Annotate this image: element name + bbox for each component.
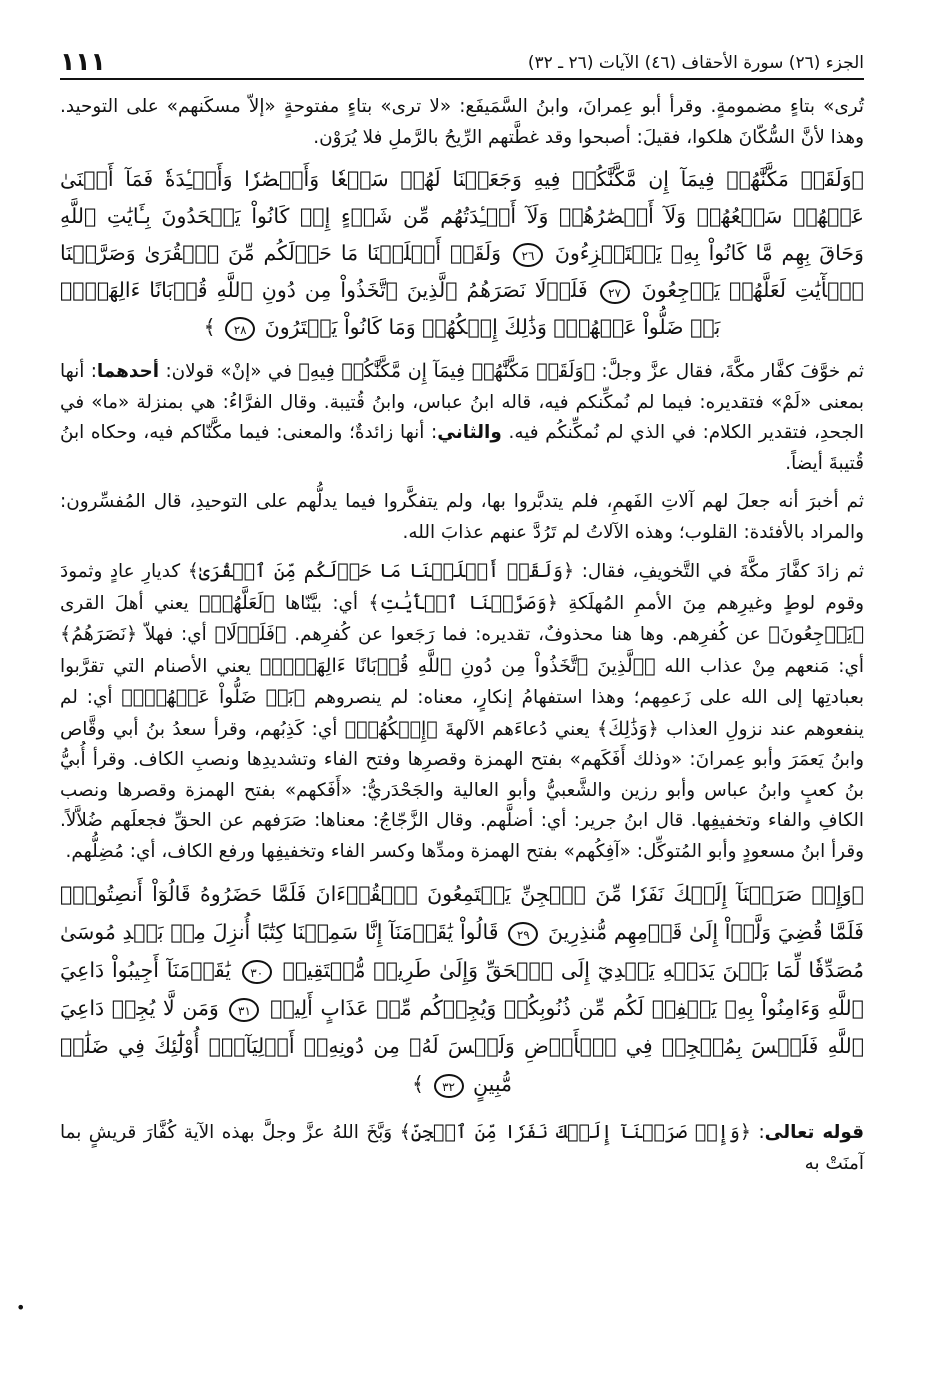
commentary-paragraph-5: قوله تعالى: ﴿وَإِذۡ صَرَفۡنَآ إِلَيۡكَ نَفَرٗا مِّنَ ٱلۡجِنِّ﴾ وَبَّخَ اللهُ عزَّ وجلَّ بهذه الآية كُفَّارَ قريشٍ بما آمنَتْ به (60, 1121, 864, 1174)
commentary-paragraph-1: تُرى» بتاءٍ مضمومةٍ. وقرأ أبو عِمرانَ، وابنُ السَّمَيفَع: «لا ترى» بتاءٍ مفتوحةٍ «إلاّ مسكَنهم» على التوحيد. وهذا لأنَّ السُّكّانَ هلكوا، فقيلَ: أصبحوا وقد غطَّتهم الرِّيحُ بالرَّملِ فلا يُرَوْن. (60, 96, 864, 148)
quoted-verse: ﴿وَصَرَّفۡنَا ٱلۡأٓيَٰتِ﴾ (368, 591, 559, 614)
verse-32-text: وَمَن لَّا يُجِبۡ دَاعِيَ ٱللَّهِ فَلَيۡسَ بِمُعۡجِزٖ فِي ٱلۡأَرۡضِ وَلَيۡسَ لَهُۥ مِن دُونِهِۦٓ أَوۡلِيَآءُۚ أُوْلَٰٓئِكَ فِي ضَلَٰلٖ مُّبِينٍ (60, 996, 864, 1096)
commentary-paragraph-2: ثم خوَّفَ كفَّار مكَّةَ، فقال عزَّ وجلَّ: ﴿وَلَقَدۡ مَكَّنَّٰهُمۡ فِيمَآ إِن مَّكَّنَّٰكُمۡ فِيهِ﴾ في «إنْ» قولان: أحدهما: أنها بمعنى «لَمْ» فتقديره: فيما لم نُمكِّنكم فيه، قاله ابنُ عباس، وابنُ قُتيبة. وقال الفرَّاءُ: هي بمنزلة «ما» في الجحدِ، فتقدير الكلام: في الذي لم نُمكِّنكُم فيه. والثاني: أنها زائدةٌ؛ والمعنى: فيما مكَّنّاكم فيه، وحكاه ابنُ قُتيبةَ أيضاً. (60, 360, 864, 474)
quoted-verse: ﴿لَعَلَّهُمۡ﴾ (199, 591, 275, 614)
ayah-number-31: ٣١ (229, 998, 259, 1022)
verse-28-text: فَلَوۡلَا نَصَرَهُمُ ٱلَّذِينَ ٱتَّخَذُواْ مِن دُونِ ٱللَّهِ قُرۡبَانًا ءَالِهَةَۢۖ بَلۡ ضَلُّواْ عَنۡهُمۡۚ وَذَٰلِكَ إِفۡكُهُمۡ وَمَا كَانُواْ يَفۡتَرُونَ (60, 278, 721, 339)
second-opinion-label: والثاني (437, 422, 502, 443)
quoted-verse: ﴿وَلَقَدۡ أَهۡلَكۡنَا مَا حَوۡلَكُم مِّنَ ٱلۡقُرَىٰ﴾ (187, 560, 575, 582)
ayah-number-32: ٣٢ (434, 1074, 464, 1098)
quoted-verse: ﴿يَرۡجِعُونَ﴾ (768, 623, 864, 645)
quoted-verse: ﴿وَلَقَدۡ مَكَّنَّٰهُمۡ فِيمَآ إِن مَّكَّنَّٰكُمۡ فِيهِ﴾ (298, 360, 596, 382)
quoted-verse: ﴿إِفۡكُهُمۡ﴾ (344, 717, 438, 740)
quoted-verse: ﴿فَلَوۡلَا﴾ (214, 623, 287, 645)
ayah-number-27: ٢٧ (600, 280, 630, 304)
header-rule (60, 78, 864, 80)
commentary-paragraph-4: ثم زادَ كفَّارَ مكَّةَ في التَّخويفِ، فقال: ﴿وَلَقَدۡ أَهۡلَكۡنَا مَا حَوۡلَكُم مِّنَ ٱلۡقُرَىٰ﴾ كديارِ عادٍ وثمودَ وقوم لوطٍ وغيرِهم مِنَ الأممِ المُهلَكةِ ﴿وَصَرَّفۡنَا ٱلۡأٓيَٰتِ﴾ أي: بيَّنّاها ﴿لَعَلَّهُمۡ﴾ يعني أهلَ القرى ﴿يَرۡجِعُونَ﴾ عن كُفرِهم. وها هنا محذوفٌ، تقديره: فما رَجَعوا عن كُفرِهم. ﴿فَلَوۡلَا﴾ أي: فهلاّ ﴿نَصَرَهُمُ﴾ أي: مَنعهم مِنْ عذاب الله ﴿ٱلَّذِينَ ٱتَّخَذُواْ مِن دُونِ ٱللَّهِ قُرۡبَانًا ءَالِهَةَۢۖ﴾ يعني الأصنام التي تقرَّبوا بعبادتِها إلى الله على زَعمِهم؛ وهذا استفهامُ إنكارٍ، معناه: لم ينصروهم ﴿بَلۡ ضَلُّواْ عَنۡهُمۡۚ﴾ أي: لم ينفعوهم عند نزولِ العذاب ﴿وَذَٰلِكَ﴾ يعني دُعاءَهم الآلهةَ ﴿إِفۡكُهُمۡ﴾ أي: كَذِبُهم، وقرأ سعدُ بنُ أبي وقَّاص وابنُ يَعمَرَ وأبو عِمرانَ: «وذلك أَفَكَهم» بفتح الهمزة وقصرِها وفتح الفاء وتشديدِها ونصبِ الكاف. وقرأ أُبيُّ بنُ كعبٍ وابنُ عباس وأبو رزين والشَّعبيُّ وأبو العالية والجَحْدَريُّ: «أَفَكهم» بفتح الهمزة وقصرها ونصب الكافِ والفاء وتخفيفِها. قال ابنُ جرير: أي: أضلَّهم. وقال الزَّجّاجُ: معناها: صَرَفهم عن الحقِّ فجعلَهم ضُلاَّلاً. وقرأ ابنُ مسعودٍ وأبو المُتوكِّل: «آفِكُهم» بفتح الهمزة ومدِّها وكسر الفاء وتخفيفِها ورفع الكاف، أي: مُضِلُّهم. (60, 560, 864, 862)
verse-29-text: ﴿وَإِذۡ صَرَفۡنَآ إِلَيۡكَ نَفَرٗا مِّنَ ٱلۡجِنِّ يَسۡتَمِعُونَ ٱلۡقُرۡءَانَ فَلَمَّا حَضَرُوهُ قَالُوٓاْ أَنصِتُواْۖ فَلَمَّا قُضِيَ وَلَّوۡاْ إِلَىٰ قَوۡمِهِم مُّنذِرِينَ (60, 882, 864, 944)
quran-verses-29-32 (60, 875, 864, 1103)
verse-27-text: وَلَقَدۡ أَهۡلَكۡنَا مَا حَوۡلَكُم مِّنَ ٱلۡقُرَىٰ وَصَرَّفۡنَا ٱلۡأٓيَٰتِ لَعَلَّهُمۡ يَرۡجِعُونَ (60, 241, 864, 302)
page-number: ١١١ (60, 47, 106, 76)
ayah-number-26: ٢٦ (513, 243, 543, 267)
commentary-paragraph-3: ثم أخبرَ أنه جعلَ لهم آلاتِ الفَهمِ، فلم يتدبَّروا بها، ولم يتفكَّروا فيما يدلُّهم على التوحيدِ، قال المُفسِّرون: والمراد بالأفئدة: القلوب؛ وهذه الآلاتُ لم تَرُدَّ عنهم عذابَ الله. (60, 491, 864, 543)
verse-close-bracket: ﴾ (203, 315, 216, 339)
page-header (60, 34, 864, 76)
margin-dot-mark: • (16, 1298, 26, 1317)
quoted-verse: ﴿ٱلَّذِينَ ٱتَّخَذُواْ مِن دُونِ ٱللَّهِ قُرۡبَانًا ءَالِهَةَۢۖ﴾ (259, 654, 656, 677)
verse-31-text: يَٰقَوۡمَنَآ أَجِيبُواْ دَاعِيَ ٱللَّهِ وَءَامِنُواْ بِهِۦ يَغۡفِرۡ لَكُم مِّن ذُنُوبِكُمۡ وَيُجِرۡكُم مِّنۡ عَذَابٍ أَلِيمٖ (60, 958, 864, 1020)
verse-close-bracket: ﴾ (411, 1072, 424, 1096)
quoted-verse: ﴿وَذَٰلِكَ﴾ (597, 717, 659, 740)
running-head: الجزء (٢٦) سورة الأحقاف (٤٦) الآيات (٢٦ ـ ٣٢) (527, 53, 864, 73)
ayah-number-28: ٢٨ (225, 317, 255, 341)
verse-30-text: قَالُواْ يَٰقَوۡمَنَآ إِنَّا سَمِعۡنَا كِتَٰبًا أُنزِلَ مِنۢ بَعۡدِ مُوسَىٰ مُصَدِّقٗا لِّمَا بَيۡنَ يَدَيۡهِ يَهۡدِيٓ إِلَى ٱلۡحَقِّ وَإِلَىٰ طَرِيقٖ مُّسۡتَقِيمٖ (60, 920, 864, 982)
ayah-number-29: ٢٩ (508, 922, 538, 946)
ayah-number-30: ٣٠ (242, 960, 272, 984)
quran-verses-26-28 (60, 161, 864, 346)
first-opinion-label: أحدهما (96, 361, 160, 382)
quoted-verse: ﴿وَإِذۡ صَرَفۡنَآ إِلَيۡكَ نَفَرٗا مِّنَ ٱلۡجِنِّ﴾ (399, 1121, 752, 1143)
quoted-verse: ﴿بَلۡ ضَلُّواْ عَنۡهُمۡۚ﴾ (121, 686, 306, 708)
quoted-verse: ﴿نَصَرَهُمُ﴾ (60, 623, 138, 645)
verse-26-text: ﴿وَلَقَدۡ مَكَّنَّٰهُمۡ فِيمَآ إِن مَّكَّنَّٰكُمۡ فِيهِ وَجَعَلۡنَا لَهُمۡ سَمۡعٗا وَأَبۡصَٰرٗا وَأَفۡـِٔدَةٗ فَمَآ أَغۡنَىٰ عَنۡهُمۡ سَمۡعُهُمۡ وَلَآ أَبۡصَٰرُهُمۡ وَلَآ أَفۡـِٔدَتُهُم مِّن شَيۡءٍ إِذۡ كَانُواْ يَجۡحَدُونَ بِـَٔايَٰتِ ٱللَّهِ وَحَاقَ بِهِم مَّا كَانُواْ بِهِۦ يَسۡتَهۡزِءُونَ (60, 167, 864, 265)
commentary-lead-label: قوله تعالى (764, 1122, 864, 1143)
